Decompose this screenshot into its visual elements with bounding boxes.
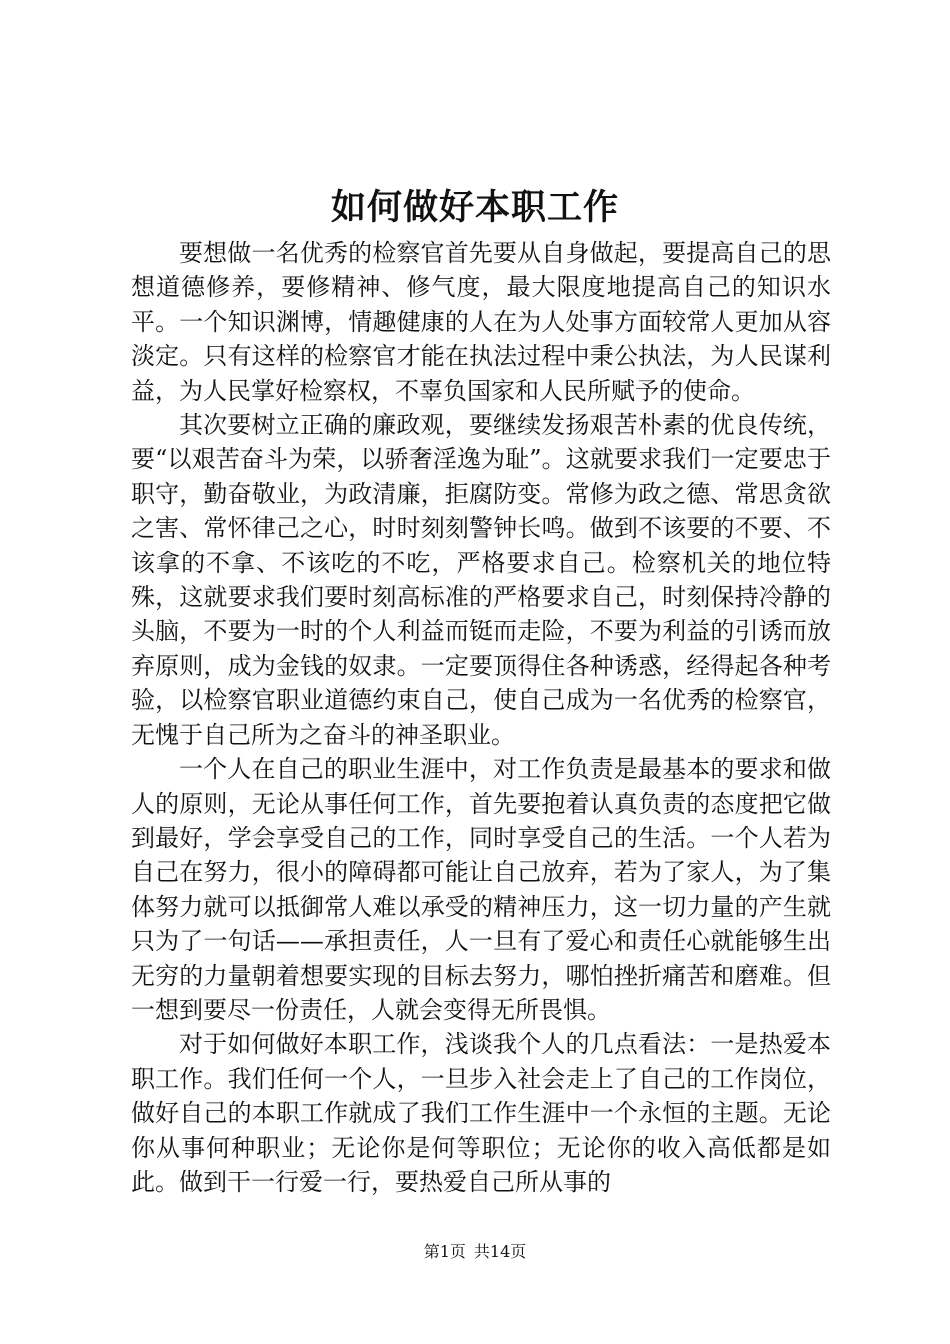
document-title: 如何做好本职工作 xyxy=(330,187,619,228)
paragraph: 其次要树立正确的廉政观，要继续发扬艰苦朴素的优良传统，要“以艰苦奋斗为荣，以骄奢淫逸为耻”。这就要求我们一定要忠于职守，勤奋敬业，为政清廉，拒腐防变。常修为政之德、常思贪欲之害、常怀律己之心，时时刻刻警钟长鸣。做到不该要的不要、不该拿的不拿、不该吃的不吃，严格要求自己。检察机关的地位特殊，这就要求我们要时刻高标准的严格要求自己，时刻保持冷静的头脑，不要为一时的个人利益而铤而走险，不要为利益的引诱而放弃原则，成为金钱的奴隶。一定要顶得住各种诱惑，经得起各种考验，以检察官职业道德约束自己，使自己成为一名优秀的检察官，无愧于自己所为之奋斗的神圣职业。 xyxy=(131,411,831,749)
page-number: 第1页 xyxy=(423,1242,466,1261)
document-body xyxy=(131,236,831,1199)
paragraph: 一个人在自己的职业生涯中，对工作负责是最基本的要求和做人的原则，无论从事任何工作，首先要抱着认真负责的态度把它做到最好，学会享受自己的工作，同时享受自己的生活。一个人若为自己在努力，很小的障碍都可能让自己放弃，若为了家人，为了集体努力就可以抵御常人难以承受的精神压力，这一切力量的产生就只为了一句话——承担责任，人一旦有了爱心和责任心就能够生出无穷的力量朝着想要实现的目标去努力，哪怕挫折痛苦和磨难。但一想到要尽一份责任，人就会变得无所畏惧。 xyxy=(131,755,831,1024)
paragraph: 要想做一名优秀的检察官首先要从自身做起，要提高自己的思想道德修养，要修精神、修气度，最大限度地提高自己的知识水平。一个知识渊博，情趣健康的人在为人处事方面较常人更加从容淡定。只有这样的检察官才能在执法过程中秉公执法，为人民谋利益，为人民掌好检察权，不辜负国家和人民所赋予的使命。 xyxy=(131,239,831,405)
page-total: 共14页 xyxy=(473,1242,527,1261)
paragraph: 对于如何做好本职工作，浅谈我个人的几点看法：一是热爱本职工作。我们任何一个人，一旦步入社会走上了自己的工作岗位，做好自己的本职工作就成了我们工作生涯中一个永恒的主题。无论你从事何种职业；无论你是何等职位；无论你的收入高低都是如此。做到干一行爱一行，要热爱自己所从事的 xyxy=(131,1030,831,1196)
page-footer xyxy=(0,1242,950,1262)
